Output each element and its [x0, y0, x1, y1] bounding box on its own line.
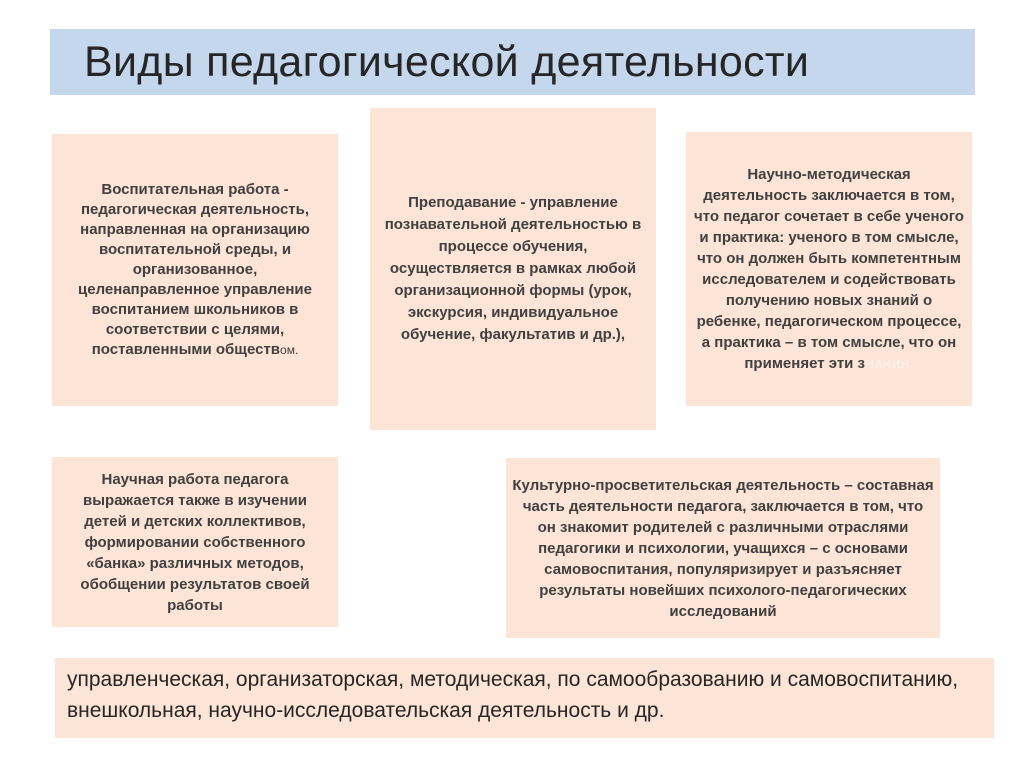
- card-text-tail: ом.: [280, 343, 299, 357]
- bottom-summary-text: управленческая, организаторская, методическая, по самообразованию и самовоспитанию, внешкольная, научно-исследовательская деятельность и др.: [67, 668, 959, 722]
- card-text: [60, 180, 330, 360]
- card-text: Преподавание - управление познавательной деятельностью в процессе обучения, осуществляется в рамках любой организационной формы (урок, экскурсия, индивидуальное обучение, факультатив и др.),: [384, 194, 642, 343]
- card-text: Культурно-просветительская деятельность – составная часть деятельности педагога, заключается в том, что он знакомит родителей с различными отраслями педагогики и психологии, учащихся – с основами самовоспитания, популяризирует и разъясняет результаты новейших психолого-педагогических исследований: [512, 476, 934, 620]
- card-prepodavanie: [370, 108, 656, 430]
- card-nauchnaya-rabota: [52, 457, 338, 627]
- card-kulturno-prosvetitelskaya: [506, 458, 940, 638]
- card-text: [694, 164, 964, 374]
- title-bar: [50, 29, 975, 95]
- bottom-summary-box: [55, 658, 994, 738]
- card-text: Научная работа педагога выражается также в изучении детей и детских коллективов, формировании собственного «банка» различных методов, обобщении результатов своей работы: [80, 470, 310, 614]
- card-vospitatelnaya-rabota: [52, 134, 338, 406]
- card-text-main: Научно-методическая деятельность заключается в том, что педагог сочетает в себе ученого и практика: ученого в том смысле, что он должен быть компетентным исследователем и содействовать получению новых знаний о ребенке, педагогическом процессе, а практика – в том смысле, что он применяет эти з: [694, 166, 964, 372]
- card-text-tail: нания.: [865, 355, 914, 372]
- card-text-main: Воспитательная работа - педагогическая деятельность, направленная на организацию воспитательной среды, и организованное, целенаправленное управление воспитанием школьников в соответствии с целями, поставленными обществ: [78, 181, 312, 358]
- page-title: Виды педагогической деятельности: [84, 37, 810, 86]
- card-nauchno-metodicheskaya: [686, 132, 972, 406]
